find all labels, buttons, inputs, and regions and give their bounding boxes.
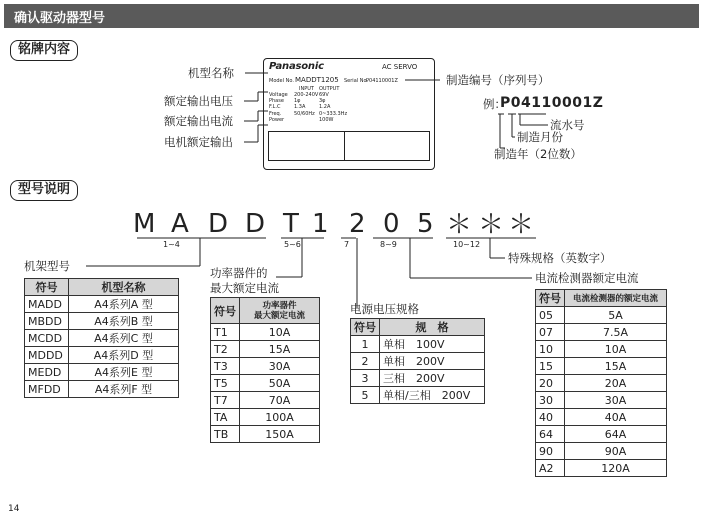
table-cell: A4系列C 型 (69, 330, 179, 347)
nameplate-section-label: 铭牌内容 (10, 40, 78, 61)
model-char: 5 (417, 209, 434, 239)
model-char: 0 (383, 209, 400, 239)
table-header: 机型名称 (69, 279, 179, 296)
table-cell: T3 (211, 358, 240, 375)
table-row (25, 330, 179, 347)
power-device-label-line2: 最大额定电流 (210, 281, 279, 295)
table-row (211, 341, 320, 358)
table-row (211, 426, 320, 443)
frame-table (24, 278, 179, 398)
table-row (211, 409, 320, 426)
model-char: T (283, 209, 299, 239)
plate-row-label: Phase (269, 98, 284, 104)
table-row (211, 358, 320, 375)
table-cell: 50A (240, 375, 320, 392)
table-cell: 70A (240, 392, 320, 409)
table-row (25, 381, 179, 398)
table-header: 符号 (351, 319, 380, 336)
table-cell: 120A (565, 460, 667, 477)
plate-input-label: INPUT (299, 86, 314, 92)
table-header: 电流检测器的额定电流 (565, 290, 667, 307)
model-char: M (133, 209, 156, 239)
table-row (351, 370, 485, 387)
model-char: ＊ (446, 210, 473, 240)
table-cell: A2 (536, 460, 565, 477)
table-cell: A4系列E 型 (69, 364, 179, 381)
table-cell: A4系列F 型 (69, 381, 179, 398)
pos-label-1-4: 1~4 (163, 240, 180, 249)
table-row (536, 307, 667, 324)
plate-row-output: 0~333.3Hz (319, 111, 348, 117)
table-cell: 3 (351, 370, 380, 387)
model-char: A (171, 209, 189, 239)
table-cell: 64 (536, 426, 565, 443)
table-cell: 90 (536, 443, 565, 460)
plate-row-input: 200-240V (294, 92, 319, 98)
table-cell: MBDD (25, 313, 69, 330)
plate-divider (344, 132, 345, 160)
table-row (536, 409, 667, 426)
frame-type-label: 机架型号 (24, 259, 70, 273)
table-header: 符号 (536, 290, 565, 307)
plate-row-output: 1.2A (319, 104, 331, 110)
table-cell: 7.5A (565, 324, 667, 341)
table-cell: MEDD (25, 364, 69, 381)
model-section-label: 型号说明 (10, 180, 78, 201)
table-row (25, 313, 179, 330)
plate-row-input: 1.3A (294, 104, 306, 110)
model-char: 1 (312, 209, 329, 239)
table-cell: MDDD (25, 347, 69, 364)
serial-month-label: 制造月份 (517, 130, 563, 144)
table-cell: 40A (565, 409, 667, 426)
table-cell: 15A (240, 341, 320, 358)
voltage-spec-label: 电源电压规格 (350, 302, 419, 316)
table-row (536, 375, 667, 392)
table-cell: 15A (565, 358, 667, 375)
table-cell: MCDD (25, 330, 69, 347)
model-char: 2 (349, 209, 366, 239)
model-char: D (245, 209, 266, 239)
table-cell: 2 (351, 353, 380, 370)
plate-row-label: Power (269, 117, 285, 123)
plate-serial-label: Serial No. (344, 78, 369, 84)
plate-product: AC SERVO (382, 63, 418, 71)
table-header: 功率器件 最大额定电流 (240, 298, 320, 324)
table-cell: 10A (240, 324, 320, 341)
table-row (351, 387, 485, 404)
table-cell: 40 (536, 409, 565, 426)
callout-motor-rated-output: 电机额定输出 (164, 135, 233, 149)
table-cell: 90A (565, 443, 667, 460)
table-cell: 10A (565, 341, 667, 358)
table-cell: 单相/三相 200V (380, 387, 485, 404)
pos-label-8-9: 8~9 (380, 240, 397, 249)
section-title: 确认驱动器型号 (14, 11, 106, 26)
current-detector-label: 电流检测器额定电流 (535, 271, 639, 285)
table-header: 规 格 (380, 319, 485, 336)
table-row (25, 296, 179, 313)
table-header: 符号 (211, 298, 240, 324)
table-cell: 5 (351, 387, 380, 404)
plate-row-output: 3φ (319, 98, 326, 104)
plate-model-value: MADDT1205 (295, 76, 339, 84)
table-cell: 05 (536, 307, 565, 324)
table-cell: 100A (240, 409, 320, 426)
pos-label-10-12: 10~12 (453, 240, 481, 249)
plate-row-label: Voltage (269, 92, 288, 98)
table-row (536, 341, 667, 358)
callout-serial-number: 制造编号（序列号） (446, 73, 550, 87)
callout-model-name: 机型名称 (188, 66, 234, 80)
plate-row-label: Freq. (269, 111, 282, 117)
table-cell: 单相 100V (380, 336, 485, 353)
plate-row-output: 69V (319, 92, 329, 98)
table-row (211, 392, 320, 409)
table-cell: 30A (565, 392, 667, 409)
special-spec-label: 特殊规格（英数字） (508, 251, 612, 265)
table-cell: A4系列B 型 (69, 313, 179, 330)
table-cell: 64A (565, 426, 667, 443)
model-char: D (208, 209, 229, 239)
table-cell: 150A (240, 426, 320, 443)
table-cell: 20 (536, 375, 565, 392)
table-cell: 5A (565, 307, 667, 324)
serial-example-value: P04110001Z (500, 95, 604, 111)
table-row (351, 336, 485, 353)
power-device-table (210, 297, 320, 443)
table-row (25, 364, 179, 381)
table-cell: 10 (536, 341, 565, 358)
table-row (351, 353, 485, 370)
table-row (536, 392, 667, 409)
pos-label-5-6: 5~6 (284, 240, 301, 249)
model-char: ＊ (508, 210, 535, 240)
table-cell: 15 (536, 358, 565, 375)
nameplate-drawing (263, 58, 435, 170)
plate-row-label: F.L.C (269, 104, 281, 110)
plate-row-input: 1φ (294, 98, 301, 104)
table-row (536, 324, 667, 341)
plate-model-label: Model No. (269, 78, 294, 84)
table-row (211, 375, 320, 392)
page-number: 14 (8, 504, 20, 513)
table-cell: 单相 200V (380, 353, 485, 370)
serial-lot-label: 流水号 (550, 118, 585, 132)
plate-serial-value: P04110001Z (366, 78, 398, 84)
table-row (536, 443, 667, 460)
table-cell: 30A (240, 358, 320, 375)
table-cell: T1 (211, 324, 240, 341)
serial-example-prefix: 例： (483, 97, 506, 111)
table-cell: MADD (25, 296, 69, 313)
table-header: 符号 (25, 279, 69, 296)
table-row (25, 347, 179, 364)
serial-year-label: 制造年（2位数） (494, 147, 582, 161)
plate-row-input: 50/60Hz (294, 111, 315, 117)
table-row (536, 426, 667, 443)
table-cell: A4系列D 型 (69, 347, 179, 364)
table-cell: TA (211, 409, 240, 426)
pos-label-7: 7 (344, 240, 350, 249)
table-cell: 07 (536, 324, 565, 341)
table-cell: A4系列A 型 (69, 296, 179, 313)
power-device-label-line1: 功率器件的 (210, 266, 268, 280)
callout-rated-output-voltage: 额定输出电压 (164, 94, 233, 108)
table-cell: TB (211, 426, 240, 443)
table-cell: 1 (351, 336, 380, 353)
voltage-table (350, 318, 485, 404)
table-cell: 30 (536, 392, 565, 409)
model-char: ＊ (478, 210, 505, 240)
table-cell: 三相 200V (380, 370, 485, 387)
table-row (211, 324, 320, 341)
table-cell: T2 (211, 341, 240, 358)
table-cell: T7 (211, 392, 240, 409)
current-detector-table (535, 289, 667, 477)
plate-output-label: OUTPUT (319, 86, 340, 92)
callout-rated-output-current: 额定输出电流 (164, 114, 233, 128)
table-cell: T5 (211, 375, 240, 392)
table-cell: 20A (565, 375, 667, 392)
table-cell: MFDD (25, 381, 69, 398)
plate-row-output: 100W (319, 117, 334, 123)
plate-lower-box (268, 131, 430, 161)
table-row (536, 358, 667, 375)
brand-logo: Panasonic (269, 61, 324, 72)
table-row (536, 460, 667, 477)
